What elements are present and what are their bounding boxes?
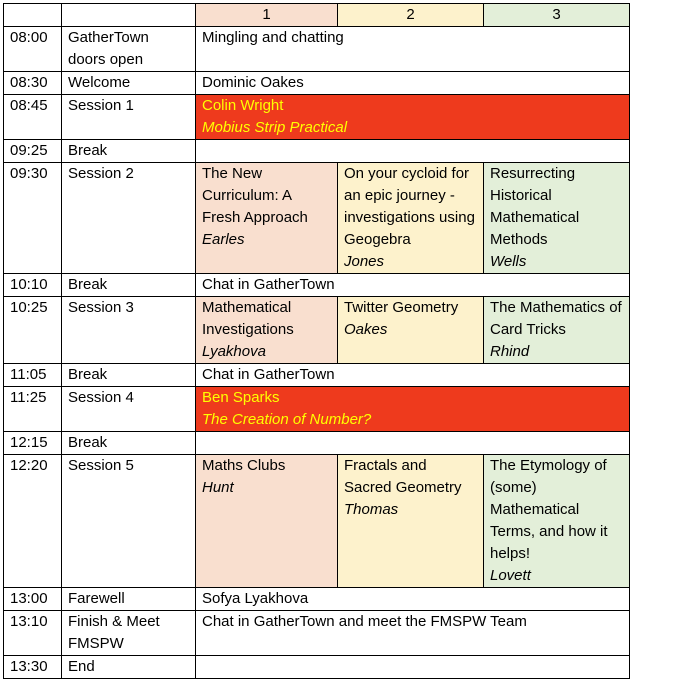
- time-cell: 11:05: [4, 364, 62, 387]
- table-row: [4, 163, 630, 274]
- span-cell: Chat in GatherTown: [196, 364, 630, 387]
- span-cell: Chat in GatherTown and meet the FMSPW Team: [196, 611, 630, 656]
- time-cell: 13:10: [4, 611, 62, 656]
- time-cell: 11:25: [4, 387, 62, 432]
- talk-title: The Etymology of (some) Mathematical Terms, and how it helps!: [490, 457, 608, 562]
- span-cell: [196, 432, 630, 455]
- talk-speaker: Earles: [202, 231, 245, 248]
- plenary-title: The Creation of Number?: [202, 411, 372, 428]
- time-cell: 10:10: [4, 274, 62, 297]
- session-label: Break: [62, 432, 196, 455]
- talk-cell: [196, 297, 338, 364]
- time-cell: 13:30: [4, 656, 62, 679]
- track-3-header: 3: [484, 4, 630, 27]
- table-row: [4, 656, 630, 679]
- talk-cell: [484, 163, 630, 274]
- time-cell: 08:30: [4, 72, 62, 95]
- plenary-speaker: Colin Wright: [202, 97, 284, 114]
- talk-title: Twitter Geometry: [344, 299, 459, 316]
- talk-cell: [484, 455, 630, 588]
- talk-speaker: Wells: [490, 253, 527, 270]
- talk-speaker: Hunt: [202, 479, 234, 496]
- time-cell: 12:15: [4, 432, 62, 455]
- talk-speaker: Thomas: [344, 501, 399, 518]
- table-row: [4, 611, 630, 656]
- schedule-table: [3, 3, 630, 679]
- talk-cell: [196, 455, 338, 588]
- table-row: [4, 27, 630, 72]
- time-cell: 08:45: [4, 95, 62, 140]
- span-cell: Dominic Oakes: [196, 72, 630, 95]
- session-label: Welcome: [62, 72, 196, 95]
- table-row: [4, 72, 630, 95]
- track-2-header: 2: [338, 4, 484, 27]
- time-cell: 08:00: [4, 27, 62, 72]
- session-label: Session 3: [62, 297, 196, 364]
- talk-title: Mathematical Investigations: [202, 299, 294, 338]
- table-row: [4, 140, 630, 163]
- session-label: Farewell: [62, 588, 196, 611]
- plenary-title: Mobius Strip Practical: [202, 119, 348, 136]
- span-cell: [196, 140, 630, 163]
- table-row: [4, 432, 630, 455]
- talk-title: On your cycloid for an epic journey - investigations using Geogebra: [344, 165, 475, 248]
- session-label: Break: [62, 274, 196, 297]
- plenary-speaker: Ben Sparks: [202, 389, 280, 406]
- session-label: Session 2: [62, 163, 196, 274]
- time-cell: 09:30: [4, 163, 62, 274]
- plenary-cell: [196, 387, 630, 432]
- table-row: [4, 95, 630, 140]
- time-cell: 09:25: [4, 140, 62, 163]
- table-row: [4, 274, 630, 297]
- session-label: End: [62, 656, 196, 679]
- session-label: Finish & Meet FMSPW: [62, 611, 196, 656]
- span-cell: Mingling and chatting: [196, 27, 630, 72]
- table-row: [4, 455, 630, 588]
- talk-title: The Mathematics of Card Tricks: [490, 299, 622, 338]
- talk-title: Resurrecting Historical Mathematical Methods: [490, 165, 580, 248]
- talk-speaker: Oakes: [344, 321, 388, 338]
- span-cell: [196, 656, 630, 679]
- talk-cell: [196, 163, 338, 274]
- header-time-cell: [4, 4, 62, 27]
- table-row: [4, 387, 630, 432]
- table-row: [4, 364, 630, 387]
- table-row: [4, 588, 630, 611]
- talk-speaker: Lovett: [490, 567, 531, 584]
- talk-cell: [338, 163, 484, 274]
- time-cell: 13:00: [4, 588, 62, 611]
- header-row: [4, 4, 630, 27]
- time-cell: 10:25: [4, 297, 62, 364]
- session-label: Break: [62, 140, 196, 163]
- talk-title: Fractals and Sacred Geometry: [344, 457, 462, 496]
- track-1-header: 1: [196, 4, 338, 27]
- session-label: Session 1: [62, 95, 196, 140]
- talk-speaker: Jones: [344, 253, 385, 270]
- session-label: Break: [62, 364, 196, 387]
- plenary-cell: [196, 95, 630, 140]
- talk-cell: [484, 297, 630, 364]
- header-session-cell: [62, 4, 196, 27]
- session-label: Session 4: [62, 387, 196, 432]
- talk-title: Maths Clubs: [202, 457, 286, 474]
- talk-title: The New Curriculum: A Fresh Approach: [202, 165, 308, 226]
- talk-cell: [338, 455, 484, 588]
- talk-speaker: Rhind: [490, 343, 530, 360]
- time-cell: 12:20: [4, 455, 62, 588]
- span-cell: Sofya Lyakhova: [196, 588, 630, 611]
- talk-speaker: Lyakhova: [202, 343, 266, 360]
- span-cell: Chat in GatherTown: [196, 274, 630, 297]
- table-row: [4, 297, 630, 364]
- session-label: Session 5: [62, 455, 196, 588]
- talk-cell: [338, 297, 484, 364]
- session-label: GatherTown doors open: [62, 27, 196, 72]
